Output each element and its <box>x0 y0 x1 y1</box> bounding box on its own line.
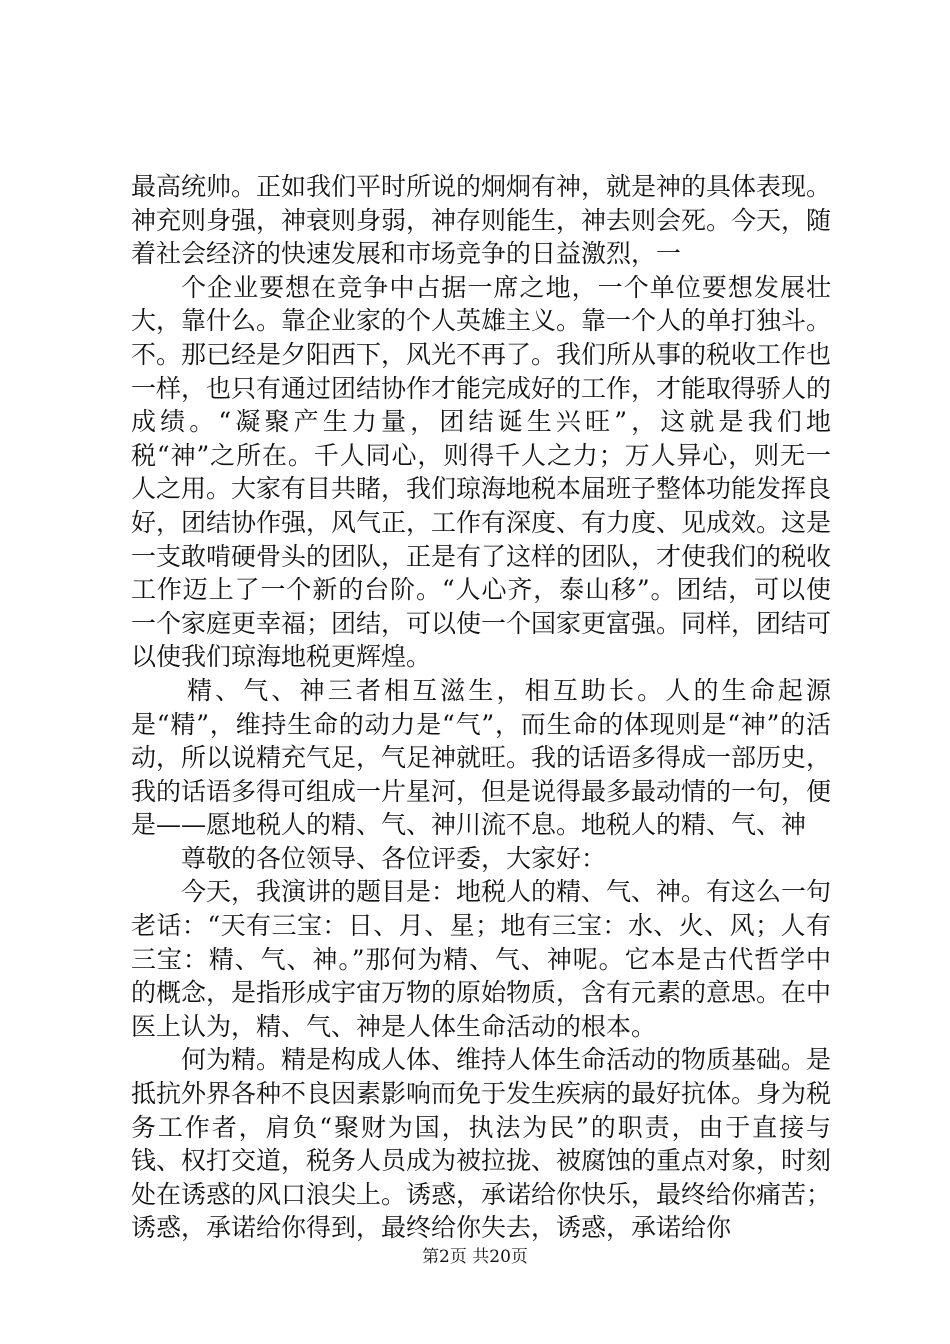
paragraph-1: 最高统帅。正如我们平时所说的炯炯有神，就是神的具体表现。神充则身强，神衰则身弱，神存则能生，神去则会死。今天，随着社会经济的快速发展和市场竞争的日益激烈，一 <box>131 172 832 269</box>
paragraph-5: 今天，我演讲的题目是：地税人的精、气、神。有这么一句老话：“天有三宝：日、月、星；地有三宝：水、火、风；人有三宝：精、气、神。”那何为精、气、神呢。它本是古代哲学中的概念，是指形成宇宙万物的原始物质，含有元素的意思。在中医上认为，精、气、神是人体生命活动的根本。 <box>131 877 832 1041</box>
paragraph-3: 精、气、神三者相互滋生，相互助长。人的生命起源是“精”，维持生命的动力是“气”，而生命的体现则是“神”的活动，所以说精充气足，气足神就旺。我的话语多得成一部历史，我的话语多得可组成一片星河，但是说得最多最动情的一句，便是——愿地税人的精、气、神川流不息。地税人的精、气、神 <box>131 675 832 840</box>
paragraph-2: 个企业要想在竞争中占据一席之地，一个单位要想发展壮大，靠什么。靠企业家的个人英雄主义。靠一个人的单打独斗。不。那已经是夕阳西下，风光不再了。我们所从事的税收工作也一样，也只有通过团结协作才能完成好的工作，才能取得骄人的成绩。“凝聚产生力量，团结诞生兴旺”，这就是我们地税“神”之所在。千人同心，则得千人之力；万人异心，则无一人之用。大家有目共睹，我们琼海地税本届班子整体功能发挥良好，团结协作强，风气正，工作有深度、有力度、见成效。这是一支敢啃硬骨头的团队，正是有了这样的团队，才使我们的税收工作迈上了一个新的台阶。“人心齐，泰山移”。团结，可以使一个家庭更幸福；团结，可以使一个国家更富强。同样，团结可以使我们琼海地税更辉煌。 <box>131 272 832 672</box>
paragraph-6: 何为精。精是构成人体、维持人体生命活动的物质基础。是抵抗外界各种不良因素影响而免于发生疾病的最好抗体。身为税务工作者，肩负“聚财为国，执法为民”的职责，由于直接与钱、权打交道，税务人员成为被拉拢、被腐蚀的重点对象，时刻处在诱惑的风口浪尖上。诱惑，承诺给你快乐，最终给你痛苦；诱惑，承诺给你得到，最终给你失去，诱惑，承诺给你 <box>131 1045 832 1243</box>
document-body <box>131 170 831 1245</box>
page-number-footer: 第2页 共20页 <box>422 1247 528 1267</box>
paragraph-4: 尊敬的各位领导、各位评委，大家好： <box>181 843 607 873</box>
